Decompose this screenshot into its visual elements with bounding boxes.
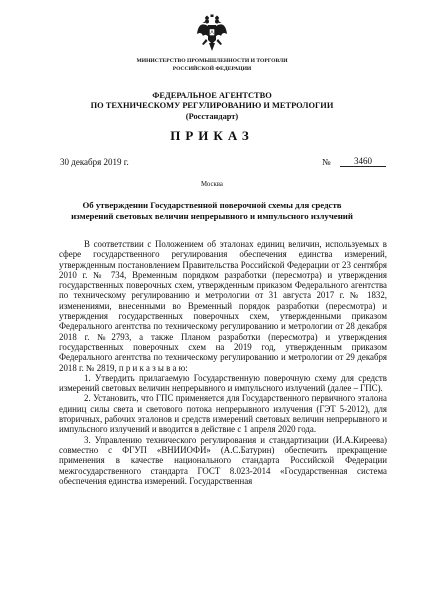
- agency-short-name: (Росстандарт): [185, 111, 239, 121]
- document-date: 30 декабря 2019 г.: [60, 157, 129, 167]
- agency-line: ПО ТЕХНИЧЕСКОМУ РЕГУЛИРОВАНИЮ И МЕТРОЛОГИИ: [90, 101, 334, 111]
- coat-of-arms-icon: [196, 14, 228, 52]
- body-paragraph: 1. Утвердить прилагаемую Государственную поверочную схему для средств измерений световых величин непрерывного и импульсного излучений (далее – ГПС).: [59, 372, 387, 394]
- document-title-line: измерений световых величин непрерывного и импульсного излучений: [71, 211, 353, 222]
- document-title: [70, 200, 354, 222]
- agency-line: ФЕДЕРАЛЬНОЕ АГЕНТСТВО: [152, 91, 272, 100]
- document-body: [59, 239, 387, 486]
- document-title-line: Об утверждении Государственной поверочной схемы для средств: [82, 200, 342, 210]
- document-number: 3460: [340, 156, 386, 167]
- agency-name: [70, 91, 354, 122]
- ministry-line: МИНИСТЕРСТВО ПРОМЫШЛЕННОСТИ И ТОРГОВЛИ: [136, 58, 288, 64]
- number-sign: №: [322, 157, 331, 167]
- ministry-name: [100, 58, 324, 73]
- document-type: ПРИКАЗ: [170, 128, 254, 143]
- body-paragraph: 3. Управлению технического регулирования и стандартизации (И.А.Киреева) совместно с ФГУП «ВНИИОФИ» (А.С.Батурин) обеспечить прекращение применения в качестве национального стандарта Российской Федерации межгосударственного стандарта ГОСТ 8.023-2014 «Государственная система обеспечения единства измерений. Государственная: [59, 434, 387, 486]
- document-city: Москва: [201, 181, 223, 188]
- body-paragraph: В соответствии с Положением об эталонах единиц величин, используемых в сфере государственного регулирования обеспечения единства измерений, утвержденным постановлением Правительства Российской Федерации от 23 сентября 2010 г. № 734, Временным порядком разработки (пересмотра) и утверждения государственных поверочных схем, утвержденным приказом Федерального агентства по техническому регулированию и метрологии от 31 августа 2017 г. № 1832, изменениями, внесенными во Временный порядок разработки (пересмотра) и утверждения государственных поверочных схем, утвержденными приказом Федерального агентства по техническому регулированию и метрологии от 28 декабря 2018 г. №2793, а также Планом разработки (пересмотра) и утверждения государственных поверочных схем на 2019 год, утвержденным приказом Федерального агентства по техническому регулированию и метрологии от 29 декабря 2018 г. № 2819, п р и к а з ы в а ю:: [59, 239, 387, 373]
- body-paragraph: 2. Установить, что ГПС применяется для Государственного первичного эталона единиц силы света и светового потока непрерывного излучения (ГЭТ 5-2012), для вторичных, рабочих эталонов и средств измерений световых величин непрерывного и импульсного излучений и вводится в действие с 1 апреля 2020 года.: [59, 393, 387, 435]
- ministry-line: РОССИЙСКОЙ ФЕДЕРАЦИИ: [172, 65, 252, 72]
